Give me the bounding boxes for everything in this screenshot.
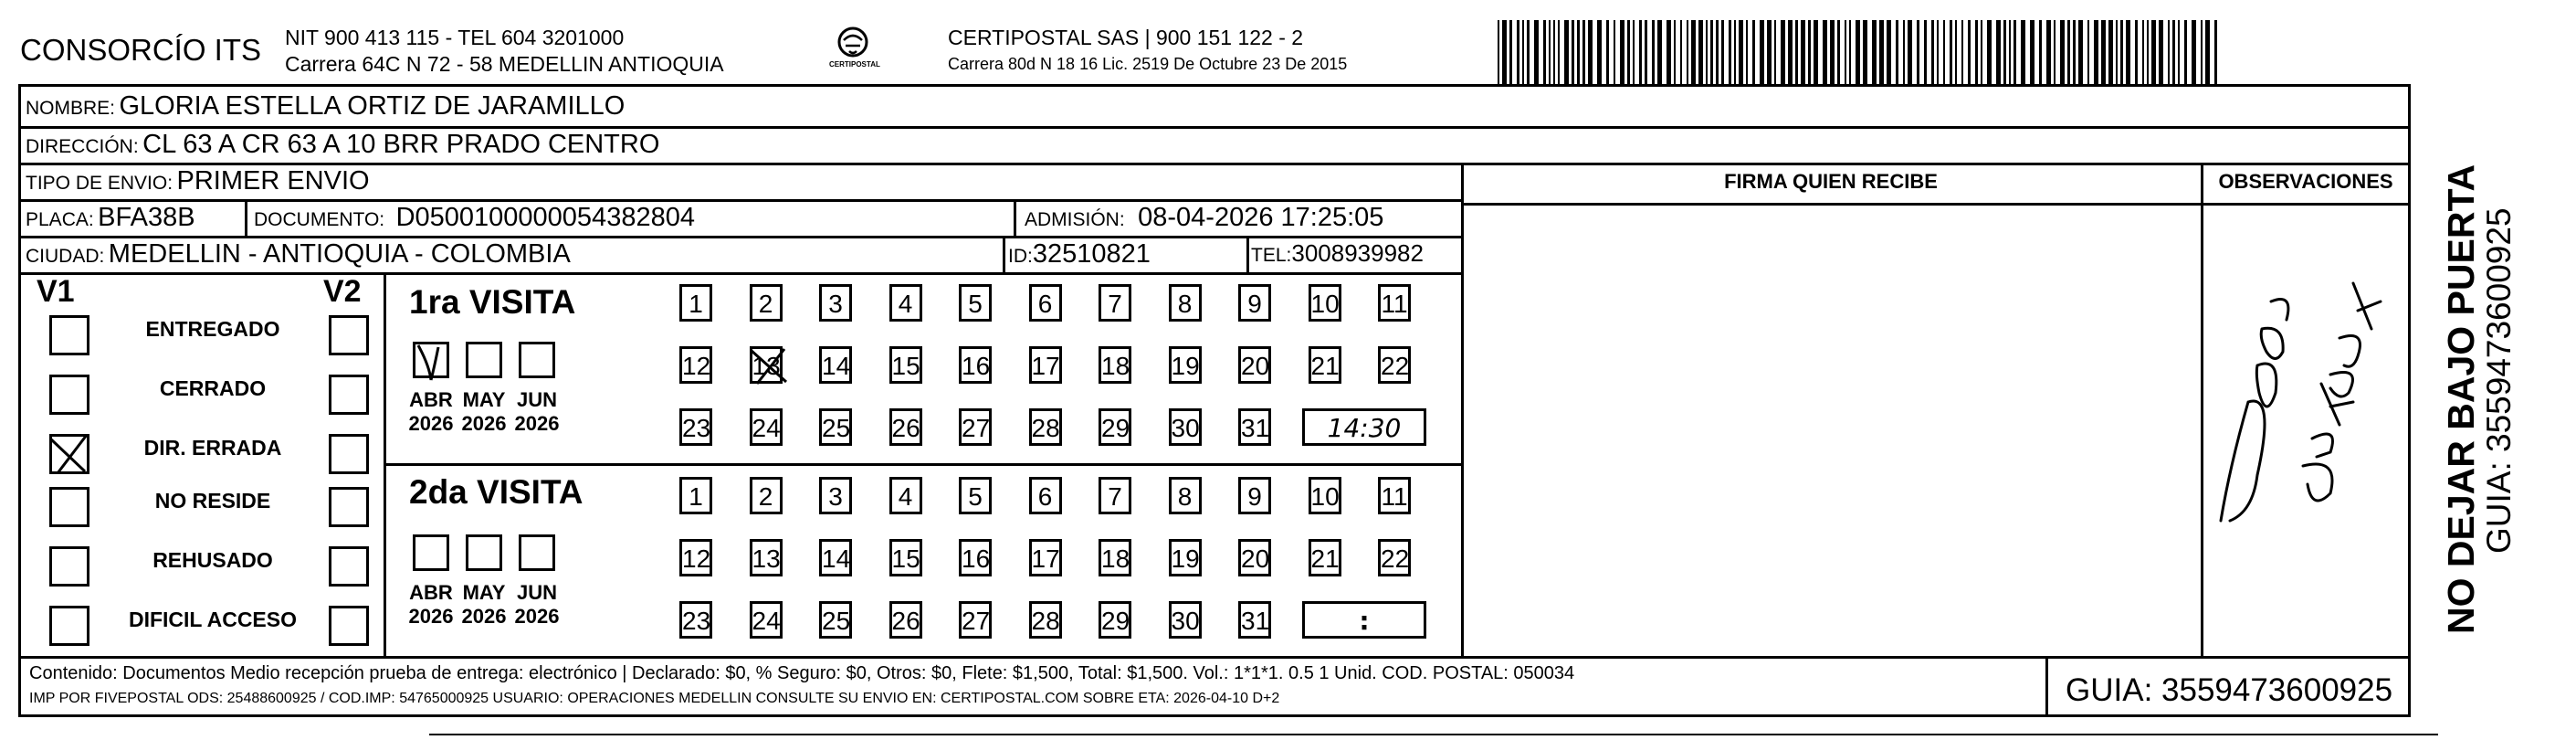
visit-1-month-box[interactable] [466,342,502,378]
visit-1-month-label: ABR 2026 [408,388,454,435]
nombre-row [26,91,625,122]
tel-label: TEL: [1251,245,1292,266]
visit-2-month-box[interactable] [413,534,449,571]
nombre-label: NOMBRE: [26,98,116,119]
visit-1-day-12[interactable]: 12 [679,346,712,384]
v1-checkbox-6[interactable] [49,606,89,646]
visit-2-day-30[interactable]: 30 [1169,601,1202,639]
visit-2-day-8[interactable]: 8 [1169,477,1202,514]
visit-1-day-21[interactable]: 21 [1309,346,1341,384]
visit-1-day-9[interactable]: 9 [1238,284,1271,322]
direccion-row [26,130,659,160]
v2-checkbox-3[interactable] [329,434,369,474]
carrier-name: CERTIPOSTAL SAS | 900 151 122 - 2 [948,26,1304,49]
v2-checkbox-1[interactable] [329,315,369,355]
visit-1-day-31[interactable]: 31 [1238,408,1271,446]
company-name: CONSORCÍO ITS [20,33,262,67]
visit-2-month-box[interactable] [519,534,555,571]
visit-1-day-13[interactable]: 13 [750,346,783,384]
visit-1-day-7[interactable]: 7 [1099,284,1131,322]
footer-content: Contenido: Documentos Medio recepción prueba de entrega: electrónico | Declarado: $0, % Seguro: $0, Otros: $0, Flete: $1,500, Total: $1,500. Vol.: 1*1*1. 0.5 1 Unid. COD. POSTAL: 050034 [29,663,1575,683]
v2-checkbox-5[interactable] [329,546,369,587]
visit-2-day-3[interactable]: 3 [819,477,852,514]
v1-checkbox-2[interactable] [49,375,89,415]
status-reason-label: DIR. ERRADA [143,436,282,460]
v1-checkbox-3[interactable] [49,434,89,474]
visit-1-day-26[interactable]: 26 [889,408,922,446]
visit-1-day-6[interactable]: 6 [1029,284,1062,322]
visit-2-day-2[interactable]: 2 [750,477,783,514]
tipo-label: TIPO DE ENVIO: [26,173,173,194]
visit-1-month-label: MAY 2026 [461,388,507,435]
visit-2-day-18[interactable]: 18 [1099,539,1131,576]
visit-2-day-20[interactable]: 20 [1238,539,1271,576]
tel-row [1251,239,1424,268]
placa-label: PLACA: [26,209,94,230]
visit-1-day-19[interactable]: 19 [1169,346,1202,384]
bottom-rule [429,734,2438,735]
carrier-address: Carrera 80d N 18 16 Lic. 2519 De Octubre 23 De 2015 [948,55,1348,73]
visit-2-day-6[interactable]: 6 [1029,477,1062,514]
visit-2-day-12[interactable]: 12 [679,539,712,576]
documento-value: D0500100000054382804 [395,203,695,232]
visit-2-day-10[interactable]: 10 [1309,477,1341,514]
logo-text: CERTIPOSTAL [829,60,880,69]
visit-1-day-4[interactable]: 4 [889,284,922,322]
footer-info: IMP POR FIVEPOSTAL ODS: 25488600925 / COD.IMP: 54765000925 USUARIO: OPERACIONES MEDELLIN CONSULTE SU ENVIO EN: CERTIPOSTAL.COM SOBRE ETA: 2026-04-10 D+2 [29,691,1280,706]
signature-area[interactable] [1464,206,2201,656]
company-address: Carrera 64C N 72 - 58 MEDELLIN ANTIOQUIA [285,52,724,76]
observaciones-header: OBSERVACIONES [2218,170,2393,193]
visit-1-day-25[interactable]: 25 [819,408,852,446]
visit-2-day-22[interactable]: 22 [1378,539,1411,576]
direccion-label: DIRECCIÓN: [26,136,139,157]
handwritten-observation [2203,238,2411,548]
v2-checkbox-6[interactable] [329,606,369,646]
id-row [1008,239,1151,270]
placa-row [26,203,195,233]
status-reason-label: ENTREGADO [145,317,280,341]
visit-1-day-24[interactable]: 24 [750,408,783,446]
visit-1-day-29[interactable]: 29 [1099,408,1131,446]
visit-2-month-box[interactable] [466,534,502,571]
day-cross-mark [748,345,790,387]
visit-1-day-5[interactable]: 5 [959,284,992,322]
company-nit: NIT 900 413 115 - TEL 604 3201000 [285,26,625,49]
visit-1-month-label: JUN 2026 [514,388,560,435]
v2-checkbox-4[interactable] [329,487,369,527]
visit-1-day-23[interactable]: 23 [679,408,712,446]
visit-1-day-16[interactable]: 16 [959,346,992,384]
documento-label: DOCUMENTO: [254,209,385,230]
visit-2-day-24[interactable]: 24 [750,601,783,639]
visit-2-day-17[interactable]: 17 [1029,539,1062,576]
visit-2-month-label: JUN 2026 [514,581,560,628]
visit-1-day-15[interactable]: 15 [889,346,922,384]
status-reason-label: REHUSADO [152,548,273,572]
visit-1-day-28[interactable]: 28 [1029,408,1062,446]
side-warning: NO DEJAR BAJO PUERTA [2440,164,2482,634]
visit-2-day-14[interactable]: 14 [819,539,852,576]
visit-1-month-box[interactable] [413,342,449,378]
visit-2-title: 2da VISITA [409,473,584,511]
ciudad-label: CIUDAD: [26,246,105,267]
visit-2-month-label: MAY 2026 [461,581,507,628]
ciudad-value: MEDELLIN - ANTIOQUIA - COLOMBIA [108,239,571,269]
status-reason-label: CERRADO [159,376,267,400]
visit-1-day-14[interactable]: 14 [819,346,852,384]
status-reason-label: DIFICIL ACCESO [128,608,297,631]
visit-1-time-box[interactable]: 14:30 [1302,408,1426,446]
status-reason-label: NO RESIDE [154,489,271,513]
handwritten-text [2203,585,2411,586]
documento-row [254,203,695,233]
v1-label: V1 [37,274,75,309]
v2-label: V2 [323,274,362,309]
visit-2-day-1[interactable]: 1 [679,477,712,514]
visit-1-day-1[interactable]: 1 [679,284,712,322]
side-guia: GUIA: 3559473600925 [2480,207,2518,554]
visit-1-day-18[interactable]: 18 [1099,346,1131,384]
admision-row [1025,203,1383,233]
visit-2-day-28[interactable]: 28 [1029,601,1062,639]
visit-2-time-box[interactable]: : [1302,601,1426,639]
visit-1-day-10[interactable]: 10 [1309,284,1341,322]
visit-2-day-4[interactable]: 4 [889,477,922,514]
visit-1-month-box[interactable] [519,342,555,378]
ciudad-row [26,239,571,270]
visit-2-day-31[interactable]: 31 [1238,601,1271,639]
visit-2-day-25[interactable]: 25 [819,601,852,639]
visit-2-day-7[interactable]: 7 [1099,477,1131,514]
barcode [1498,20,2228,84]
v1-checkbox-4[interactable] [49,487,89,527]
id-label: ID: [1008,246,1033,267]
visit-2-day-29[interactable]: 29 [1099,601,1131,639]
v1-checkbox-5[interactable] [49,546,89,587]
placa-value: BFA38B [98,203,195,232]
visit-2-day-19[interactable]: 19 [1169,539,1202,576]
v1-checkbox-1[interactable] [49,315,89,355]
visit-2-day-26[interactable]: 26 [889,601,922,639]
certipostal-logo [827,26,878,73]
visit-1-day-30[interactable]: 30 [1169,408,1202,446]
visit-1-day-8[interactable]: 8 [1169,284,1202,322]
visit-2-day-23[interactable]: 23 [679,601,712,639]
visit-1-day-27[interactable]: 27 [959,408,992,446]
visit-1-day-22[interactable]: 22 [1378,346,1411,384]
visit-2-day-27[interactable]: 27 [959,601,992,639]
visit-2-day-15[interactable]: 15 [889,539,922,576]
tipo-row [26,166,370,196]
visit-2-day-21[interactable]: 21 [1309,539,1341,576]
footer-guia: GUIA: 3559473600925 [2066,672,2393,708]
visit-1-title: 1ra VISITA [409,283,576,321]
admision-label: ADMISIÓN: [1025,209,1125,230]
firma-header: FIRMA QUIEN RECIBE [1724,170,1938,193]
visit-2-day-11[interactable]: 11 [1378,477,1411,514]
visit-1-day-20[interactable]: 20 [1238,346,1271,384]
tel-value: 3008939982 [1291,239,1424,267]
visit-1-day-3[interactable]: 3 [819,284,852,322]
direccion-value: CL 63 A CR 63 A 10 BRR PRADO CENTRO [142,130,660,159]
visit-1-day-17[interactable]: 17 [1029,346,1062,384]
tipo-value: PRIMER ENVIO [176,166,370,196]
admision-value: 08-04-2026 17:25:05 [1138,203,1384,232]
visit-2-day-5[interactable]: 5 [959,477,992,514]
visit-2-day-13[interactable]: 13 [750,539,783,576]
visit-2-day-16[interactable]: 16 [959,539,992,576]
nombre-value: GLORIA ESTELLA ORTIZ DE JARAMILLO [119,91,626,121]
visit-1-day-2[interactable]: 2 [750,284,783,322]
visit-1-day-11[interactable]: 11 [1378,284,1411,322]
visit-2-month-label: ABR 2026 [408,581,454,628]
v2-checkbox-2[interactable] [329,375,369,415]
id-value: 32510821 [1032,239,1151,269]
visit-2-day-9[interactable]: 9 [1238,477,1271,514]
